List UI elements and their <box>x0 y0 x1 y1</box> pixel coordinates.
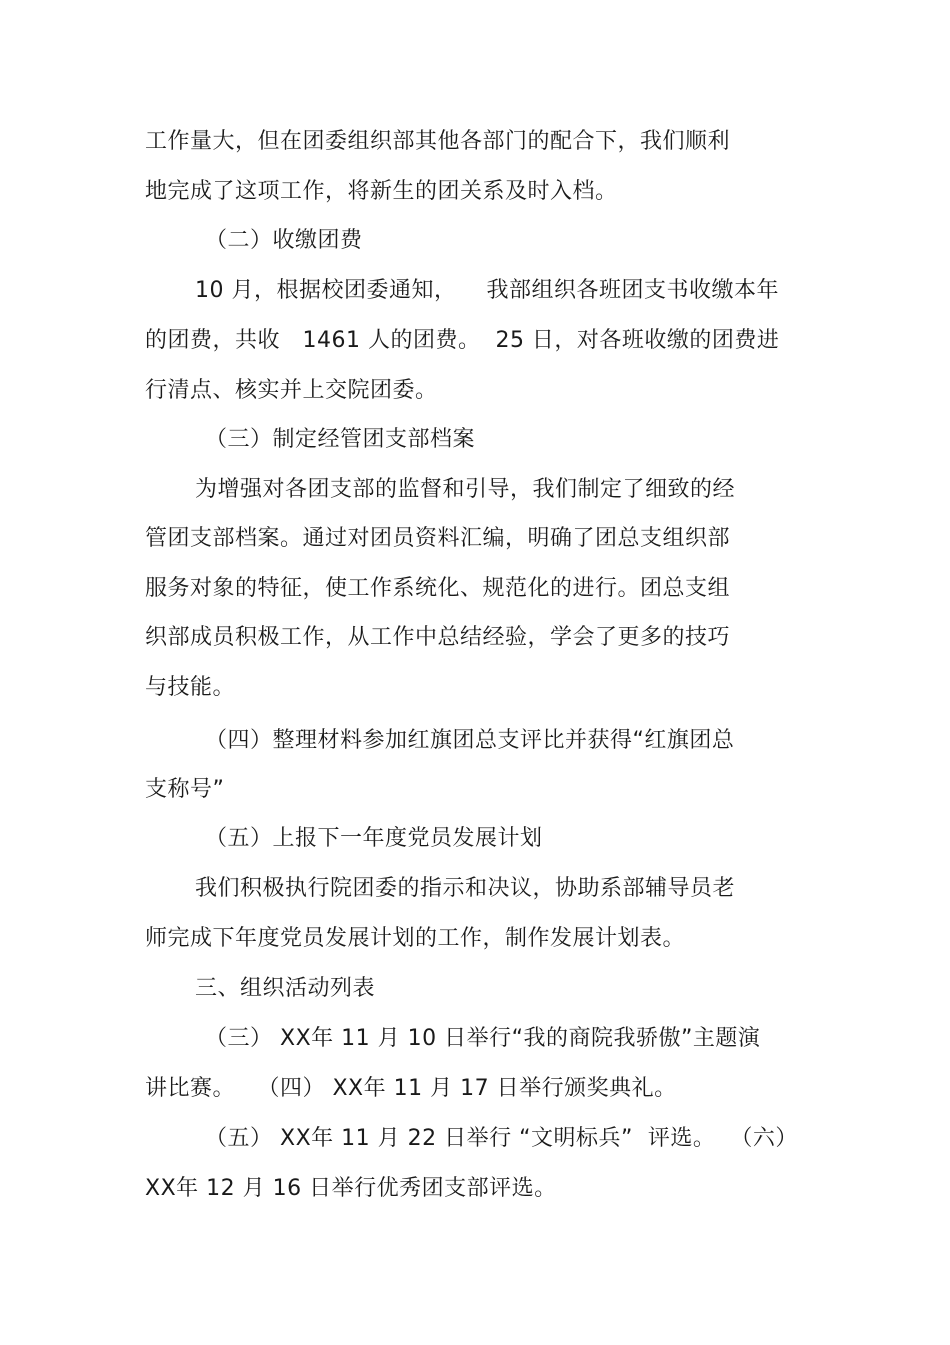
text-line: 讲比赛。 （四） XX年 11 月 17 日举行颁奖典礼。 <box>145 1076 677 1101</box>
text-line: 师完成下年度党员发展计划的工作，制作发展计划表。 <box>145 926 686 951</box>
text-line: 工作量大，但在团委组织部其他各部门的配合下，我们顺利 <box>145 129 731 154</box>
section-heading: （四）整理材料参加红旗团总支评比并获得“红旗团总 <box>205 728 735 753</box>
section-heading: （三）制定经管团支部档案 <box>205 427 476 452</box>
text-line: 10 月，根据校团委通知， 我部组织各班团支书收缴本年 <box>195 278 779 303</box>
text-line: （五） XX年 11 月 22 日举行 “文明标兵” 评选。 （六） <box>205 1126 798 1151</box>
text-line: （三） XX年 11 月 10 日举行“我的商院我骄傲”主题演 <box>205 1026 761 1051</box>
text-line: 与技能。 <box>145 675 236 700</box>
text-line: 服务对象的特征，使工作系统化、规范化的进行。团总支组 <box>145 576 731 601</box>
text-line: 的团费，共收 1461 人的团费。 25 日，对各班收缴的团费进 <box>145 328 780 353</box>
section-heading: （五）上报下一年度党员发展计划 <box>205 826 543 851</box>
text-line: 为增强对各团支部的监督和引导，我们制定了细致的经 <box>195 477 736 502</box>
section-heading: （二）收缴团费 <box>205 228 363 253</box>
text-line: 我们积极执行院团委的指示和决议，协助系部辅导员老 <box>195 876 736 901</box>
text-line: 管团支部档案。通过对团员资料汇编，明确了团总支组织部 <box>145 526 731 551</box>
text-line: 行清点、核实并上交院团委。 <box>145 378 438 403</box>
text-line: 织部成员积极工作，从工作中总结经验，学会了更多的技巧 <box>145 625 731 650</box>
text-line: 支称号” <box>145 777 225 802</box>
section-heading: 三、组织活动列表 <box>195 976 376 1001</box>
text-line: 地完成了这项工作，将新生的团关系及时入档。 <box>145 179 618 204</box>
text-line: XX年 12 月 16 日举行优秀团支部评选。 <box>145 1176 557 1201</box>
